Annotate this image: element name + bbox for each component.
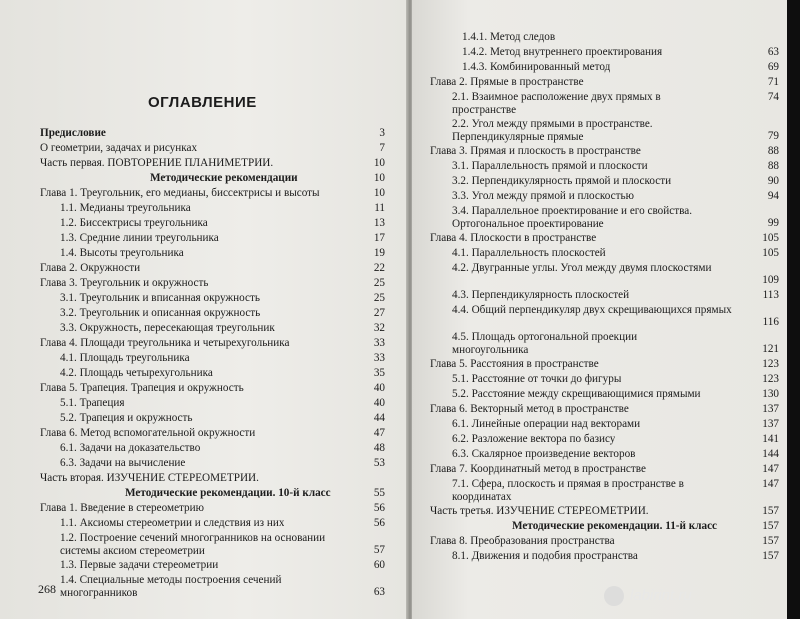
toc-entry: 2.1. Взаимное расположение двух прямых в пространстве 74 — [452, 91, 779, 116]
toc-entry: О геометрии, задачах и рисунках 7 — [40, 142, 385, 154]
toc-entry: Методические рекомендации. 10-й класс 55 — [125, 487, 385, 499]
toc-entry: Часть первая. ПОВТОРЕНИЕ ПЛАНИМЕТРИИ. 10 — [40, 157, 385, 169]
toc-entry: 1.4. Специальные методы построения сечений многогранников 63 — [60, 574, 385, 599]
toc-entry: Глава 8. Преобразования пространства 157 — [430, 535, 779, 547]
toc-entry: 1.1. Медианы треугольника 11 — [60, 202, 385, 214]
toc-entry: 5.2. Трапеция и окружность 44 — [60, 412, 385, 424]
toc-entry: 3.1. Параллельность прямой и плоскости 88 — [452, 160, 779, 172]
toc-entry: Глава 2. Прямые в пространстве 71 — [430, 76, 779, 88]
toc-entry: Глава 1. Треугольник, его медианы, биссектрисы и высоты 10 — [40, 187, 385, 199]
toc-entry: 6.3. Скалярное произведение векторов 144 — [452, 448, 779, 460]
watermark: labirint.ru — [630, 587, 692, 604]
toc-entry: 3.4. Параллельное проектирование и его свойства. Ортогональное проектирование 99 — [452, 205, 779, 230]
toc-entry: Глава 6. Векторный метод в пространстве 137 — [430, 403, 779, 415]
watermark-logo-icon — [604, 586, 624, 606]
toc-entry: Глава 2. Окружности 22 — [40, 262, 385, 274]
toc-entry: 1.3. Первые задачи стереометрии 60 — [60, 559, 385, 571]
book-edge-shadow — [787, 0, 800, 619]
toc-entry: Глава 4. Площади треугольника и четырехугольника 33 — [40, 337, 385, 349]
toc-entry: 1.2. Построение сечений многогранников на основании системы аксиом стереометрии 57 — [60, 532, 385, 557]
toc-entry: Глава 5. Трапеция. Трапеция и окружность 40 — [40, 382, 385, 394]
toc-entry: Глава 1. Введение в стереометрию 56 — [40, 502, 385, 514]
toc-entry: 1.2. Биссектрисы треугольника 13 — [60, 217, 385, 229]
toc-entry: 1.4.3. Комбинированный метод 69 — [462, 61, 779, 73]
toc-entry: Часть третья. ИЗУЧЕНИЕ СТЕРЕОМЕТРИИ. 157 — [430, 505, 779, 517]
toc-entry: 4.5. Площадь ортогональной проекции многоугольника 121 — [452, 331, 779, 356]
toc-entry: 4.1. Параллельность плоскостей 105 — [452, 247, 779, 259]
toc-entry: 5.2. Расстояние между скрещивающимися прямыми 130 — [452, 388, 779, 400]
page-number: 268 — [38, 582, 56, 596]
toc-entry: 1.4.1. Метод следов — [462, 31, 556, 43]
toc-entry: Глава 4. Плоскости в пространстве 105 — [430, 232, 779, 244]
toc-entry: 4.1. Площадь треугольника 33 — [60, 352, 385, 364]
toc-entry: 4.2. Двугранные углы. Угол между двумя плоскостями 109 — [452, 262, 779, 286]
toc-entry: 4.4. Общий перпендикуляр двух скрещивающихся прямых 116 — [452, 304, 779, 328]
toc-entry: 5.1. Трапеция 40 — [60, 397, 385, 409]
toc-entry: Глава 3. Треугольник и окружность 25 — [40, 277, 385, 289]
toc-entry: 1.1. Аксиомы стереометрии и следствия из них 56 — [60, 517, 385, 529]
toc-entry: Часть вторая. ИЗУЧЕНИЕ СТЕРЕОМЕТРИИ. — [40, 472, 259, 484]
toc-entry: 6.1. Линейные операции над векторами 137 — [452, 418, 779, 430]
toc-entry: Глава 7. Координатный метод в пространстве 147 — [430, 463, 779, 475]
toc-entry: 7.1. Сфера, плоскость и прямая в пространстве в координатах 147 — [452, 478, 779, 503]
toc-title: ОГЛАВЛЕНИЕ — [148, 94, 257, 111]
toc-entry: 3.1. Треугольник и вписанная окружность 25 — [60, 292, 385, 304]
left-toc — [0, 126, 408, 600]
toc-entry: 6.2. Разложение вектора по базису 141 — [452, 433, 779, 445]
toc-entry: 1.3. Средние линии треугольника 17 — [60, 232, 385, 244]
right-toc — [412, 30, 787, 564]
toc-entry: Методические рекомендации. 11-й класс 157 — [512, 520, 779, 532]
toc-entry: 4.2. Площадь четырехугольника 35 — [60, 367, 385, 379]
toc-entry: 6.1. Задачи на доказательство 48 — [60, 442, 385, 454]
toc-entry: 3.3. Угол между прямой и плоскостью 94 — [452, 190, 779, 202]
toc-entry: Глава 6. Метод вспомогательной окружности 47 — [40, 427, 385, 439]
toc-entry: 3.2. Перпендикулярность прямой и плоскости 90 — [452, 175, 779, 187]
toc-entry: Методические рекомендации 10 — [150, 172, 385, 184]
right-page — [412, 0, 787, 619]
toc-entry: 1.4.2. Метод внутреннего проектирования 63 — [462, 46, 779, 58]
toc-entry: 3.2. Треугольник и описанная окружность 27 — [60, 307, 385, 319]
toc-entry: 4.3. Перпендикулярность плоскостей 113 — [452, 289, 779, 301]
toc-entry: 2.2. Угол между прямыми в пространстве. Перпендикулярные прямые 79 — [452, 118, 779, 143]
toc-entry: 8.1. Движения и подобия пространства 157 — [452, 550, 779, 562]
toc-entry: 5.1. Расстояние от точки до фигуры 123 — [452, 373, 779, 385]
toc-entry: Глава 5. Расстояния в пространстве 123 — [430, 358, 779, 370]
toc-entry: 3.3. Окружность, пересекающая треугольник 32 — [60, 322, 385, 334]
toc-entry: Глава 3. Прямая и плоскость в пространстве 88 — [430, 145, 779, 157]
toc-entry: 6.3. Задачи на вычисление 53 — [60, 457, 385, 469]
toc-entry: 1.4. Высоты треугольника 19 — [60, 247, 385, 259]
toc-entry: Предисловие 3 — [40, 127, 385, 139]
